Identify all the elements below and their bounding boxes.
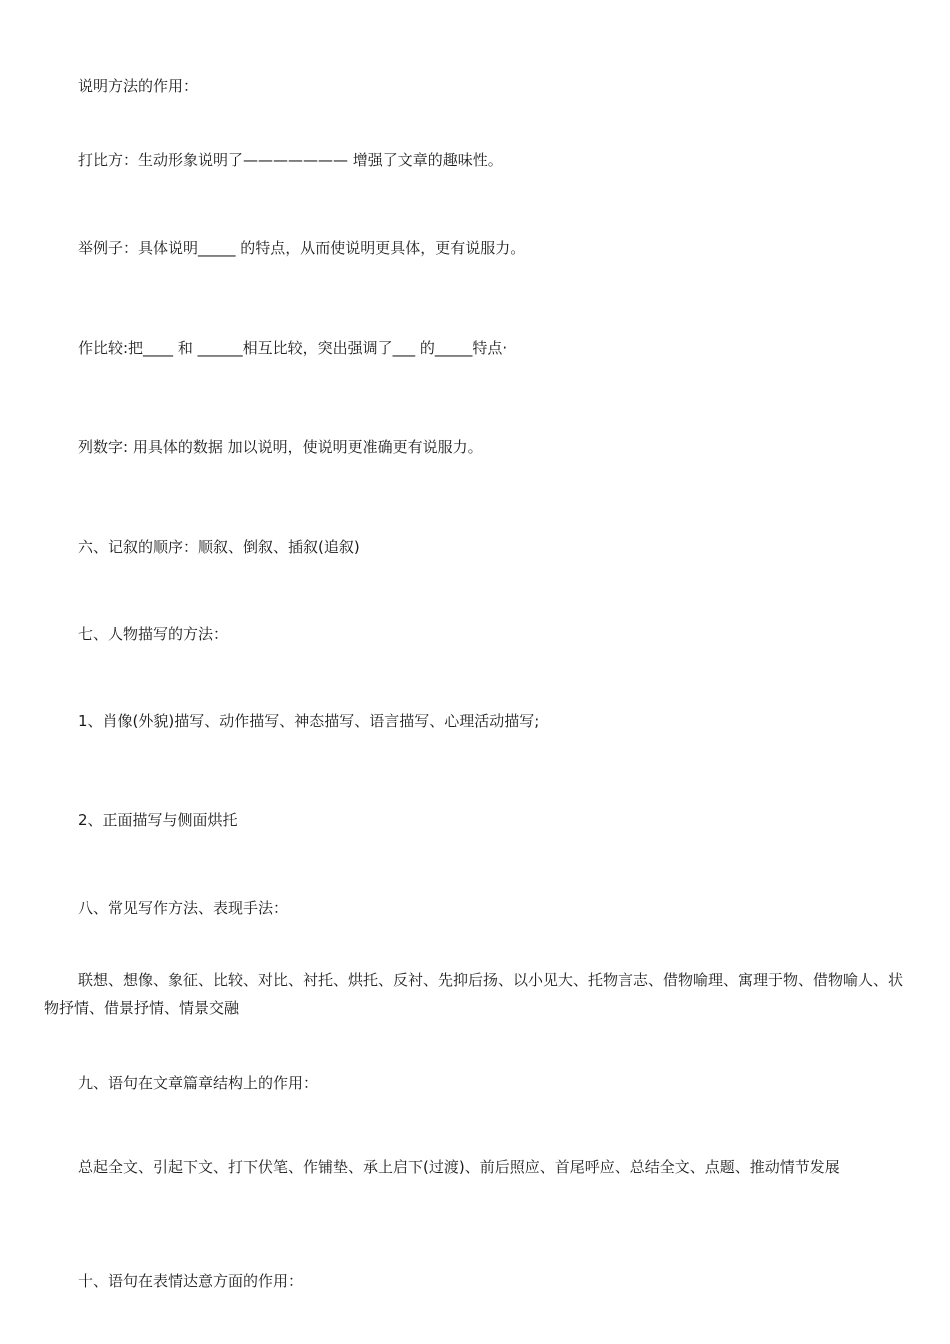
section-heading-structural-function: 九、语句在文章篇章结构上的作用： (78, 1074, 319, 1092)
paragraph-writing-techniques: 联想、想像、象征、比较、对比、衬托、烘托、反衬、先抑后扬、以小见大、托物言志、借物喻理、寓理于物、借物喻人、状物抒情、借景抒情、情景交融 (44, 971, 904, 1017)
list-item-direct-indirect: 2、正面描写与侧面烘托 (78, 811, 238, 829)
text-line-explanation-methods-heading: 说明方法的作用： (78, 77, 199, 95)
paragraph-structural-function: 总起全文、引起下文、打下伏笔、作铺垫、承上启下(过渡)、前后照应、首尾呼应、总结全文、点题、推动情节发展 (78, 1158, 840, 1176)
section-heading-narrative-order: 六、记叙的顺序：顺叙、倒叙、插叙(追叙) (78, 538, 360, 556)
text-line-numbers: 列数字: 用具体的数据 加以说明，使说明更准确更有说服力。 (78, 438, 483, 456)
section-heading-writing-techniques: 八、常见写作方法、表现手法： (78, 899, 289, 917)
text-line-examples: 举例子：具体说明_____ 的特点，从而使说明更具体，更有说服力。 (78, 239, 526, 257)
section-heading-character-description: 七、人物描写的方法： (78, 625, 229, 643)
list-item-description-types: 1、肖像(外貌)描写、动作描写、神态描写、语言描写、心理活动描写; (78, 712, 540, 730)
text-line-comparison: 作比较:把____ 和 ______相互比较，突出强调了___ 的_____特点· (78, 339, 508, 357)
text-line-analogy: 打比方：生动形象说明了——————— 增强了文章的趣味性。 (78, 151, 503, 169)
section-heading-expressive-function: 十、语句在表情达意方面的作用： (78, 1272, 304, 1290)
